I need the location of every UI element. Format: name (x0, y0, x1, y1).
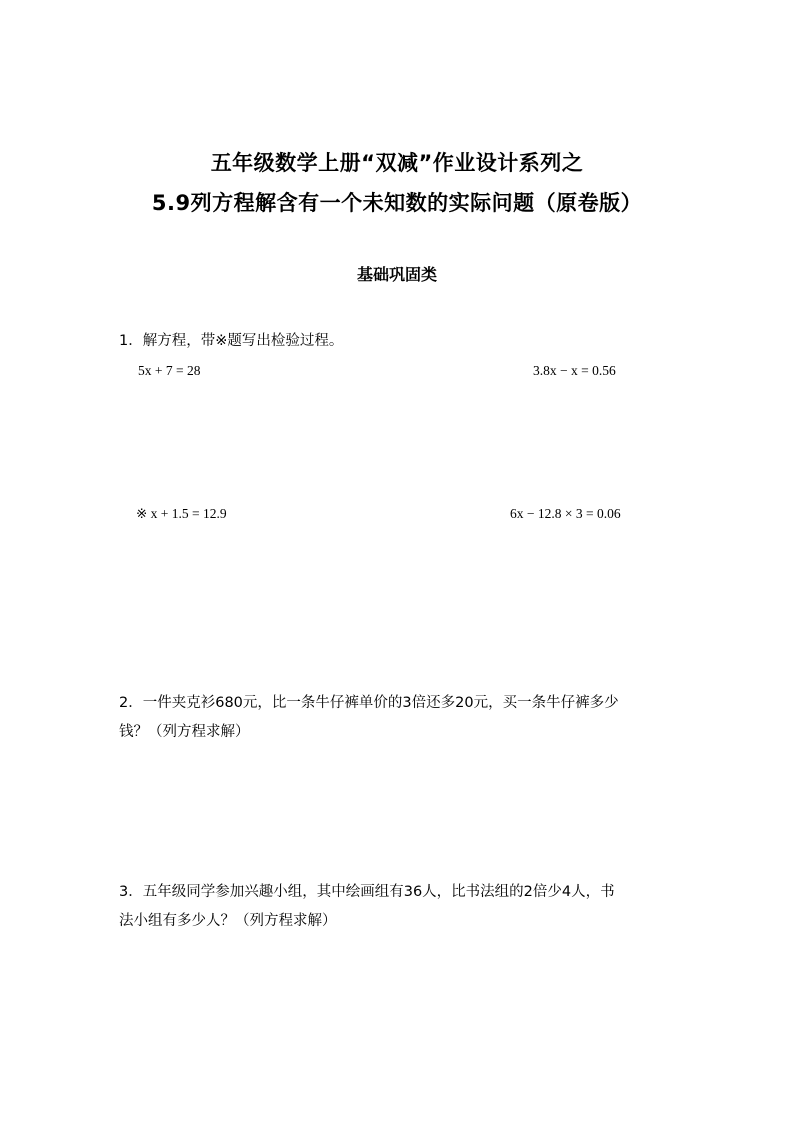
question-3 (119, 878, 679, 936)
question-2 (119, 689, 679, 747)
equation-3: ※ x + 1.5 = 12.9 (136, 506, 227, 521)
page-title-line-2: 5.9列方程解含有一个未知数的实际问题（原卷版） (151, 191, 643, 215)
question-3-line-2: 法小组有多少人？（列方程求解） (119, 913, 337, 929)
question-2-line-2: 钱？（列方程求解） (119, 724, 250, 740)
question-1 (119, 327, 679, 356)
question-3-line-1: 3．五年级同学参加兴趣小组，其中绘画组有36人，比书法组的2倍少4人，书 (119, 884, 615, 900)
equation-4: 6x − 12.8 × 3 = 0.06 (510, 506, 621, 521)
equation-1: 5x + 7 = 28 (138, 363, 201, 378)
question-2-line-1: 2．一件夹克衫680元，比一条牛仔裤单价的3倍还多20元，买一条牛仔裤多少 (119, 695, 619, 711)
equation-2: 3.8x − x = 0.56 (533, 363, 616, 378)
section-heading: 基础巩固类 (356, 265, 437, 284)
page-title-line-1: 五年级数学上册“双减”作业设计系列之 (210, 151, 584, 175)
question-1-text: 1．解方程，带※题写出检验过程。 (119, 333, 344, 349)
